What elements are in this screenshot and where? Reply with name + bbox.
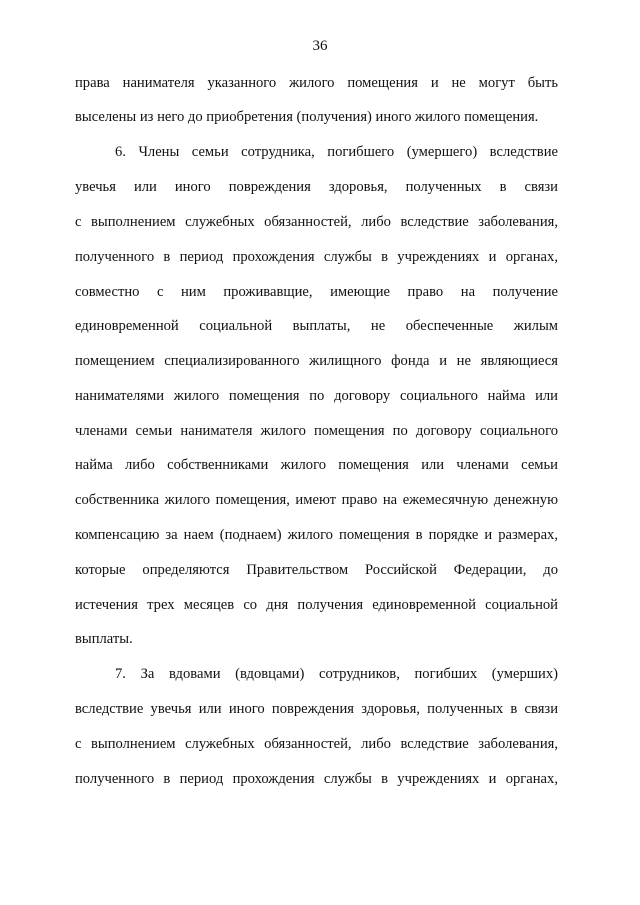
- paragraph-7-first-line: 7. За вдовами (вдовцами) сотрудников, погибших (умерших): [115, 666, 558, 682]
- text-line: собственника жилого помещения, имеют право на ежемесячную денежную: [75, 492, 558, 508]
- text-line: найма либо собственниками жилого помещения или членами семьи: [75, 457, 558, 473]
- text-line: членами семьи нанимателя жилого помещения по договору социального: [75, 423, 558, 439]
- text-line: помещением специализированного жилищного фонда и не являющиеся: [75, 353, 558, 369]
- text-line: полученного в период прохождения службы в учреждениях и органах,: [75, 249, 558, 265]
- text-line: выплаты.: [75, 631, 133, 647]
- text-line: которые определяются Правительством Российской Федерации, до: [75, 562, 558, 578]
- text-line: вследствие увечья или иного повреждения здоровья, полученных в связи: [75, 701, 558, 717]
- text-line: полученного в период прохождения службы в учреждениях и органах,: [75, 771, 558, 787]
- text-line: компенсацию за наем (поднаем) жилого помещения в порядке и размерах,: [75, 527, 558, 543]
- text-line: совместно с ним проживавщие, имеющие право на получение: [75, 284, 558, 300]
- paragraph-6-first-line: 6. Члены семьи сотрудника, погибшего (умершего) вследствие: [115, 144, 558, 160]
- text-line: увечья или иного повреждения здоровья, полученных в связи: [75, 179, 558, 195]
- text-line: истечения трех месяцев со дня получения единовременной социальной: [75, 597, 558, 613]
- text-line: единовременной социальной выплаты, не обеспеченные жилым: [75, 318, 558, 334]
- page-number: 36: [312, 38, 328, 54]
- text-line: с выполнением служебных обязанностей, либо вследствие заболевания,: [75, 736, 558, 752]
- text-line: права нанимателя указанного жилого помещения и не могут быть: [75, 75, 558, 91]
- text-line: выселены из него до приобретения (получения) иного жилого помещения.: [75, 109, 539, 125]
- text-line: с выполнением служебных обязанностей, либо вследствие заболевания,: [75, 214, 558, 230]
- text-line: нанимателями жилого помещения по договору социального найма или: [75, 388, 558, 404]
